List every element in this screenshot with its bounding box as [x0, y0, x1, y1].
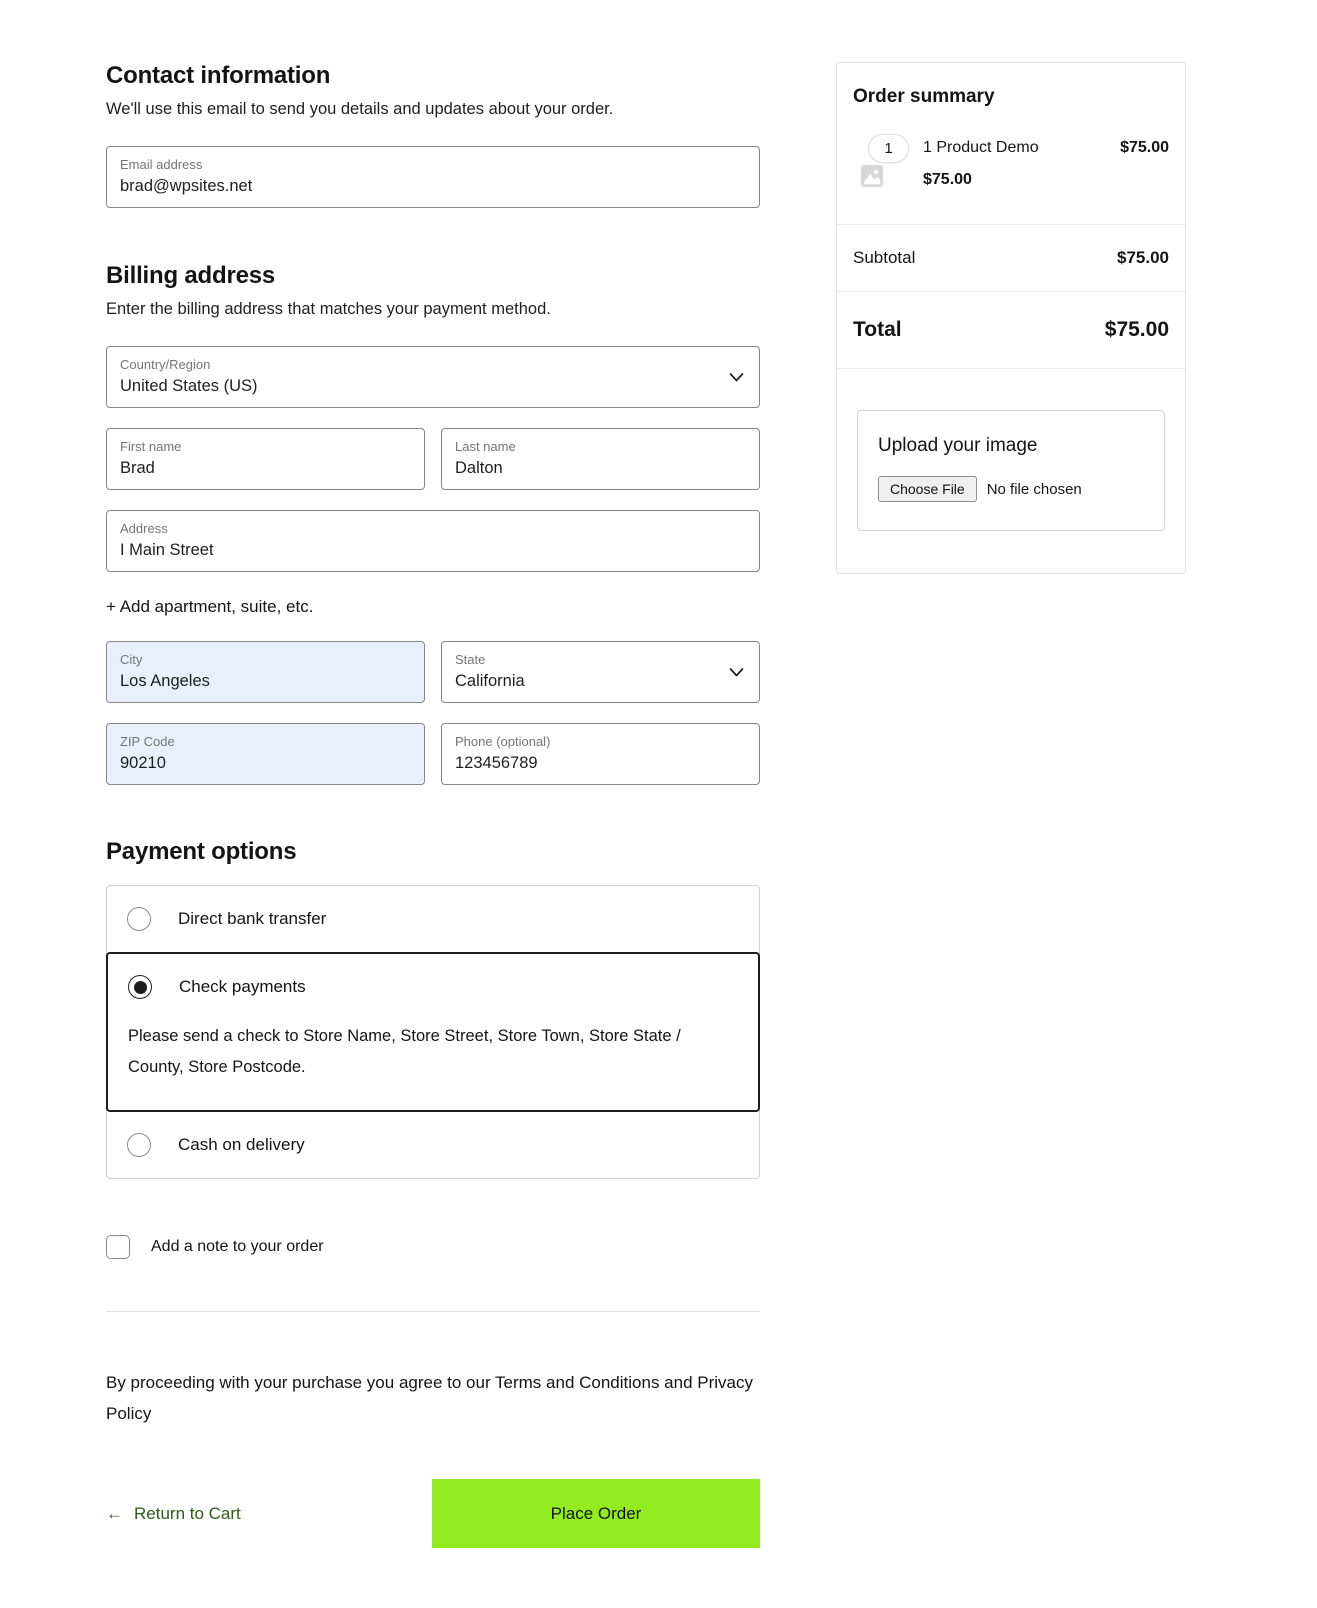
billing-section: [106, 262, 760, 785]
payment-option-check-payments-selected: [106, 952, 760, 1112]
product-name: 1 Product Demo: [923, 139, 1039, 156]
product-unit-price: $75.00: [923, 171, 972, 188]
upload-title: Upload your image: [878, 435, 1038, 456]
city-input[interactable]: [120, 670, 411, 692]
chevron-down-icon: [729, 666, 744, 678]
payment-option-cash-on-delivery[interactable]: [107, 1112, 759, 1178]
checkout-actions: [106, 1479, 760, 1548]
payment-section-title: Payment options: [106, 838, 297, 865]
last-name-label: Last name: [455, 439, 516, 454]
quantity-badge: 1: [868, 134, 909, 163]
first-name-field-wrapper: [106, 428, 425, 490]
billing-section-subtitle: Enter the billing address that matches your payment method.: [106, 300, 551, 318]
upload-section: [837, 369, 1185, 573]
left-arrow-icon: ←: [106, 1503, 123, 1523]
country-select-value: United States (US): [120, 377, 258, 395]
payment-option-check-payments[interactable]: [108, 954, 758, 1020]
image-placeholder-icon: [861, 165, 883, 187]
total-value: $75.00: [1104, 318, 1169, 341]
city-label: City: [120, 652, 143, 667]
last-name-field-wrapper: [441, 428, 760, 490]
payment-options-list: [106, 885, 760, 1179]
order-note-label[interactable]: Add a note to your order: [151, 1238, 324, 1255]
payment-option-label: Direct bank transfer: [178, 909, 327, 928]
payment-option-direct-bank-transfer[interactable]: [107, 886, 759, 952]
file-chosen-status: No file chosen: [986, 480, 1082, 498]
order-summary-card: [836, 62, 1186, 574]
subtotal-row: [837, 225, 1185, 291]
product-line-price: $75.00: [1120, 139, 1169, 156]
state-select-value: California: [455, 672, 525, 690]
subtotal-label: Subtotal: [853, 248, 916, 267]
phone-input[interactable]: [455, 752, 746, 774]
country-select[interactable]: [106, 346, 760, 408]
state-select[interactable]: [441, 641, 760, 703]
city-field-wrapper: [106, 641, 425, 703]
address-field-wrapper: [106, 510, 760, 572]
contact-section-title: Contact information: [106, 62, 331, 89]
chevron-down-icon: [729, 371, 744, 383]
order-summary-title: Order summary: [853, 86, 995, 107]
payment-option-description: Please send a check to Store Name, Store Street, Store Town, Store State / County, Store Postcode.: [128, 1027, 681, 1076]
zip-label: ZIP Code: [120, 734, 175, 749]
product-thumbnail: [853, 134, 915, 189]
zip-input[interactable]: [120, 752, 411, 774]
payment-section: [106, 838, 760, 1179]
billing-section-title: Billing address: [106, 262, 276, 289]
state-select-label: State: [455, 652, 486, 667]
first-name-input[interactable]: [120, 457, 411, 479]
address-input[interactable]: [120, 539, 746, 561]
country-select-label: Country/Region: [120, 357, 211, 372]
section-divider: [106, 1311, 760, 1312]
payment-option-label: Cash on delivery: [178, 1135, 305, 1154]
place-order-button[interactable]: Place Order: [432, 1479, 760, 1548]
zip-field-wrapper: [106, 723, 425, 785]
order-item-row: [837, 134, 1185, 224]
phone-field-wrapper: [441, 723, 760, 785]
subtotal-value: $75.00: [1117, 248, 1169, 267]
terms-text: By proceeding with your purchase you agree to our Terms and Conditions and Privacy Policy: [106, 1373, 753, 1423]
total-label: Total: [853, 318, 902, 341]
return-to-cart-label: Return to Cart: [134, 1503, 241, 1523]
contact-section-subtitle: We'll use this email to send you details and updates about your order.: [106, 100, 614, 118]
address-label: Address: [120, 521, 168, 536]
first-name-label: First name: [120, 439, 182, 454]
payment-option-label: Check payments: [179, 977, 306, 996]
total-row: [837, 292, 1185, 368]
order-note-row: [106, 1235, 760, 1259]
email-input[interactable]: [120, 175, 746, 197]
radio-unchecked-icon[interactable]: [127, 907, 151, 931]
order-note-checkbox[interactable]: [106, 1235, 130, 1259]
email-field-label: Email address: [120, 157, 203, 172]
radio-unchecked-icon[interactable]: [127, 1133, 151, 1157]
order-summary-sidebar: [836, 62, 1186, 1548]
upload-box: [857, 410, 1165, 531]
checkout-form: [106, 62, 760, 1548]
email-field-wrapper: [106, 146, 760, 208]
choose-file-button[interactable]: Choose File: [878, 476, 977, 502]
phone-label: Phone (optional): [455, 734, 551, 749]
return-to-cart-link[interactable]: [106, 1504, 241, 1524]
radio-checked-icon[interactable]: [128, 975, 152, 999]
last-name-input[interactable]: [455, 457, 746, 479]
add-apartment-link[interactable]: + Add apartment, suite, etc.: [106, 597, 314, 616]
